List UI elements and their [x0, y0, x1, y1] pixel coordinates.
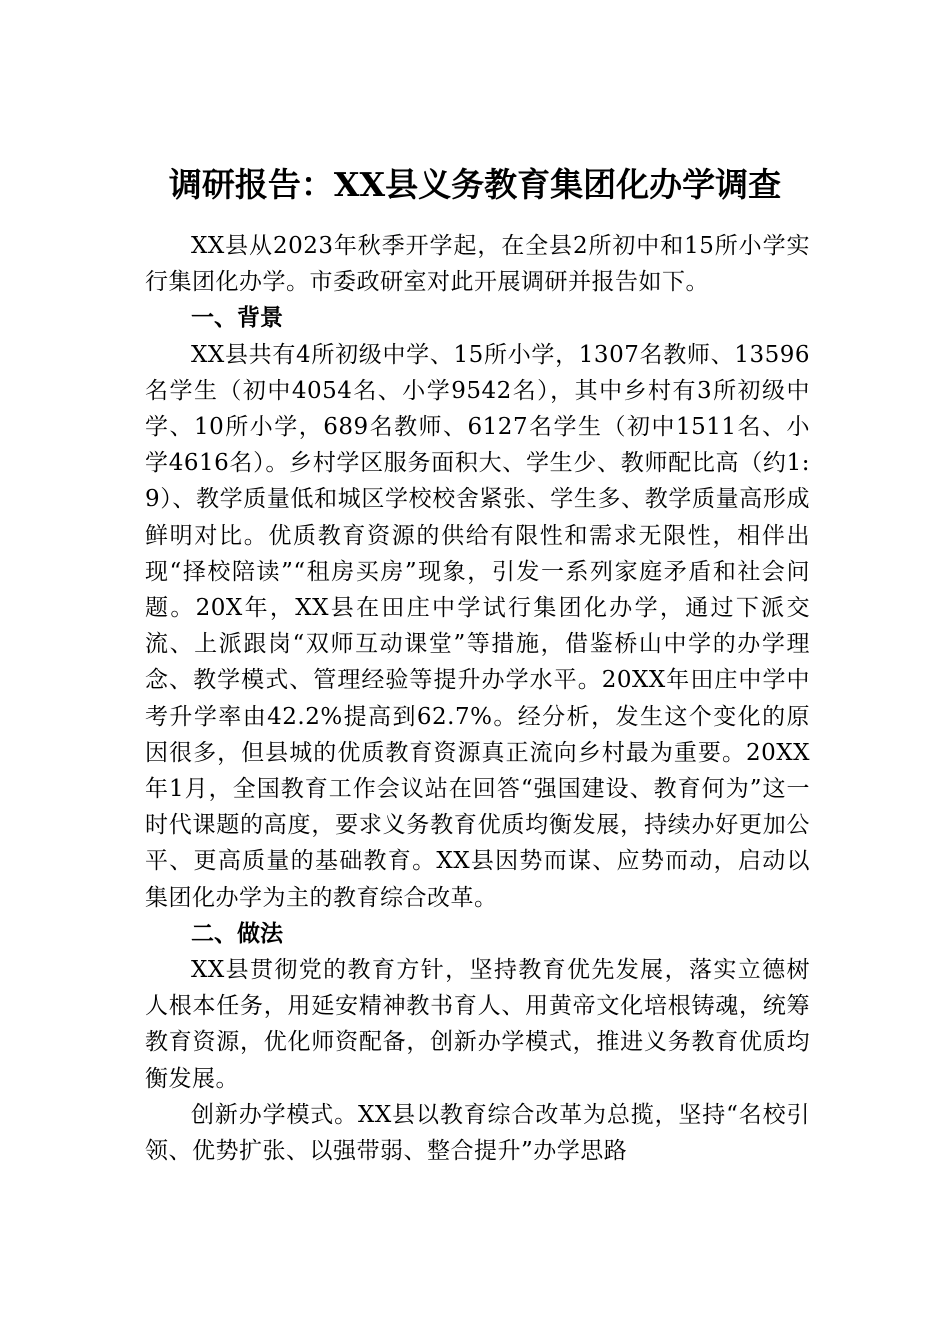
document-body — [145, 228, 810, 1169]
section-heading-background: 一、背景 — [191, 304, 283, 332]
background-paragraph: XX县共有4所初级中学、15所小学，1307名教师、13596名学生（初中4054名、小学9542名），其中乡村有3所初级中学、10所小学，689名教师、6127名学生（初中1511名、小学4616名）。乡村学区服务面积大、学生少、教师配比高（约1:9）、教学质量低和城区学校校舍紧张、学生多、教学质量高形成鲜明对比。优质教育资源的供给有限性和需求无限性，相伴出现“择校陪读”“租房买房”现象，引发一系列家庭矛盾和社会问题。20X年，XX县在田庄中学试行集团化办学，通过下派交流、上派跟岗“双师互动课堂”等措施，借鉴桥山中学的办学理念、教学模式、管理经验等提升办学水平。20XX年田庄中学中考升学率由42.2%提高到62.7%。经分析，发生这个变化的原因很多，但县城的优质教育资源真正流向乡村最为重要。20XX年1月，全国教育工作会议站在回答“强国建设、教育何为”这一时代课题的高度，要求义务教育优质均衡发展，持续办好更加公平、更高质量的基础教育。XX县因势而谋、应势而动，启动以集团化办学为主的教育综合改革。 — [145, 341, 810, 911]
intro-paragraph: XX县从2023年秋季开学起，在全县2所初中和15所小学实行集团化办学。市委政研室对此开展调研并报告如下。 — [145, 233, 810, 296]
approach-paragraph: XX县贯彻党的教育方针，坚持教育优先发展，落实立德树人根本任务，用延安精神教书育人、用黄帝文化培根铸魂，统筹教育资源，优化师资配备，创新办学模式，推进义务教育优质均衡发展。 — [145, 957, 810, 1092]
innovation-paragraph: 创新办学模式。XX县以教育综合改革为总揽，坚持“名校引领、优势扩张、以强带弱、整合提升”办学思路 — [145, 1101, 810, 1165]
section-heading-approach: 二、做法 — [191, 919, 283, 947]
document-title: 调研报告：XX县义务教育集团化办学调查 — [168, 165, 782, 204]
